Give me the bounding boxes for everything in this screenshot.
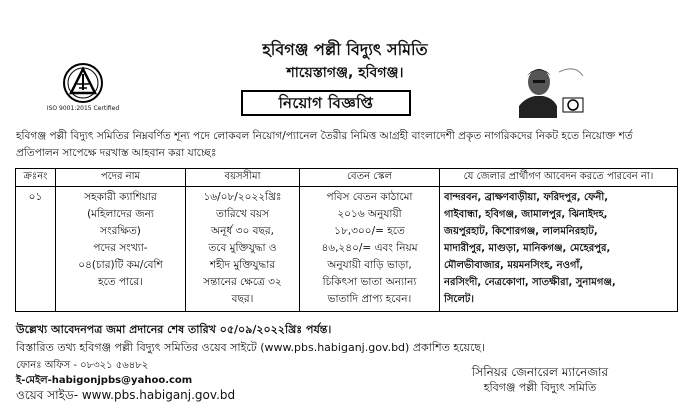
post-line: ০৪(চার)টি কম/বেশি [78, 259, 163, 271]
contact-block [16, 358, 316, 403]
cell-age-limit [186, 187, 300, 312]
post-line: (মহিলাদের জন্য [87, 208, 154, 220]
age-line: বছর। [231, 293, 254, 305]
age-line: শহীদ মুক্তিযুদ্ধার [209, 259, 276, 271]
cell-ineligible-districts [440, 187, 678, 312]
salary-line: অনুযায়ী বাড়ি ভাড়া, [327, 259, 412, 271]
age-line: অনূর্ধ ৩০ বছর, [211, 225, 274, 237]
contact-email[interactable]: ই-মেইল-habigonjpbs@yahoo.com [16, 375, 193, 386]
pbs-logo [46, 62, 120, 116]
post-line: সংরক্ষিত) [100, 225, 141, 237]
portrait-image [513, 62, 585, 118]
age-line: তারিখে বয়স [215, 208, 270, 220]
notice-header [0, 0, 685, 118]
salary-line: ভাতাদি প্রাপ্য হবেন। [327, 293, 412, 305]
district-line: নরসিংদী, নেত্রকোণা, সাতক্ষীরা, সুনামগঞ্জ, [444, 277, 616, 288]
organization-name: হবিগঞ্জ পল্লী বিদ্যুৎ সমিতি [262, 40, 428, 59]
age-line: তবে মুক্তিযুদ্ধা ও [208, 242, 277, 254]
age-line: ১৬/০৮/২০২২খ্রিঃ [203, 191, 282, 203]
vacancy-table [15, 168, 678, 312]
office-phone: ফোনঃ অফিস - ০৮৩২১ ৫৬৪৮২ [16, 360, 149, 371]
district-line: মৌলভীবাজার, ময়মনসিংহ, নওগাঁ, [444, 260, 584, 271]
post-line: হতে পারে। [98, 276, 143, 288]
salary-line: ৪৬,২৪০/= এবং নিয়ম [321, 242, 418, 254]
post-line: পদের সংখ্যা- [93, 242, 148, 254]
header-ineligible-districts: যে জেলার প্রার্থীগণ আবেদন করতে পারবেন না। [440, 169, 678, 187]
iso-caption: ISO 9001:2015 Certified [46, 105, 120, 112]
signatory-title: সিনিয়র জেনারেল ম্যানেজার [471, 365, 609, 379]
pbs-emblem-icon [60, 62, 106, 104]
header-age-limit: বয়সসীমা [186, 169, 300, 187]
age-line: সন্তানের ক্ষেত্রে ৩২ [203, 276, 282, 288]
intro-paragraph: হবিগঞ্জ পল্লী বিদ্যুৎ সমিতির নিম্নবর্ণিত শূন্য পদে লোকবল নিয়োগ/প্যানেল তৈরীর নিমিত্ত আগ্রহী বাংলাদেশী প্রকৃত নাগরিকদের নিকট হতে নিয়োক্ত শর্ত প্রতিপালন সাপেক্ষে দরখাস্ত আহবান করা যাচ্ছেঃ [16, 130, 633, 159]
signature-block [430, 364, 650, 396]
notice-title: নিয়োগ বিজ্ঞপ্তি [241, 90, 411, 116]
contact-website[interactable]: ওয়েব সাইড- www.pbs.habiganj.gov.bd [16, 388, 236, 402]
header-serial: ক্রঃনং [16, 169, 56, 187]
details-website-note: বিস্তারিত তথ্য হবিগঞ্জ পল্লী বিদ্যুৎ সমিতির ওয়েব সাইটে (www.pbs.habiganj.gov.bd) প্রকাশিত হয়েছে। [16, 341, 486, 354]
application-deadline: উল্লেখ্য আবেদনপত্র জমা প্রদানের শেষ তারিখ ০৫/০৯/২০২২খ্রিঃ পর্যন্ত। [16, 323, 332, 336]
table-header-row [16, 169, 678, 187]
organization-location: শায়েস্তাগঞ্জ, হবিগঞ্জ। [286, 65, 404, 81]
table-row [16, 187, 678, 312]
cell-serial: ০১ [16, 187, 56, 312]
salary-line: পবিস বেতন কাঠামো [326, 191, 413, 203]
district-line: সিলেট। [444, 294, 474, 305]
district-line: বান্দরবন, ব্রাক্ষণবাড়ীয়া, ফরিদপুর, ফেনী, [444, 192, 608, 203]
district-line: গাইবান্ধা, হবিগঞ্জ, জামালপুর, ঝিনাইদহ, [444, 209, 608, 220]
salary-line: ১৮,৩০০/= হতে [334, 225, 405, 237]
header-pay-scale: বেতন স্কেল [300, 169, 440, 187]
portrait-icon [513, 62, 585, 118]
district-line: মাদারীপুর, মাগুড়া, মানিকগঞ্জ, মেহেরপুর, [444, 243, 611, 254]
cell-pay-scale [300, 187, 440, 312]
header-post-name: পদের নাম [56, 169, 186, 187]
salary-line: ২০১৬ অনুযায়ী [337, 208, 402, 220]
district-line: জয়পুরহাট, কিশোরগঞ্জ, লালমনিরহাট, [444, 226, 598, 237]
salary-line: চিকিৎসা ভাতা অন্যান্য [322, 276, 417, 288]
post-line: সহকারী ক্যাশিয়ার [84, 191, 157, 203]
signatory-organization: হবিগঞ্জ পল্লী বিদ্যুৎ সমিতি [483, 381, 597, 394]
cell-post-name [56, 187, 186, 312]
